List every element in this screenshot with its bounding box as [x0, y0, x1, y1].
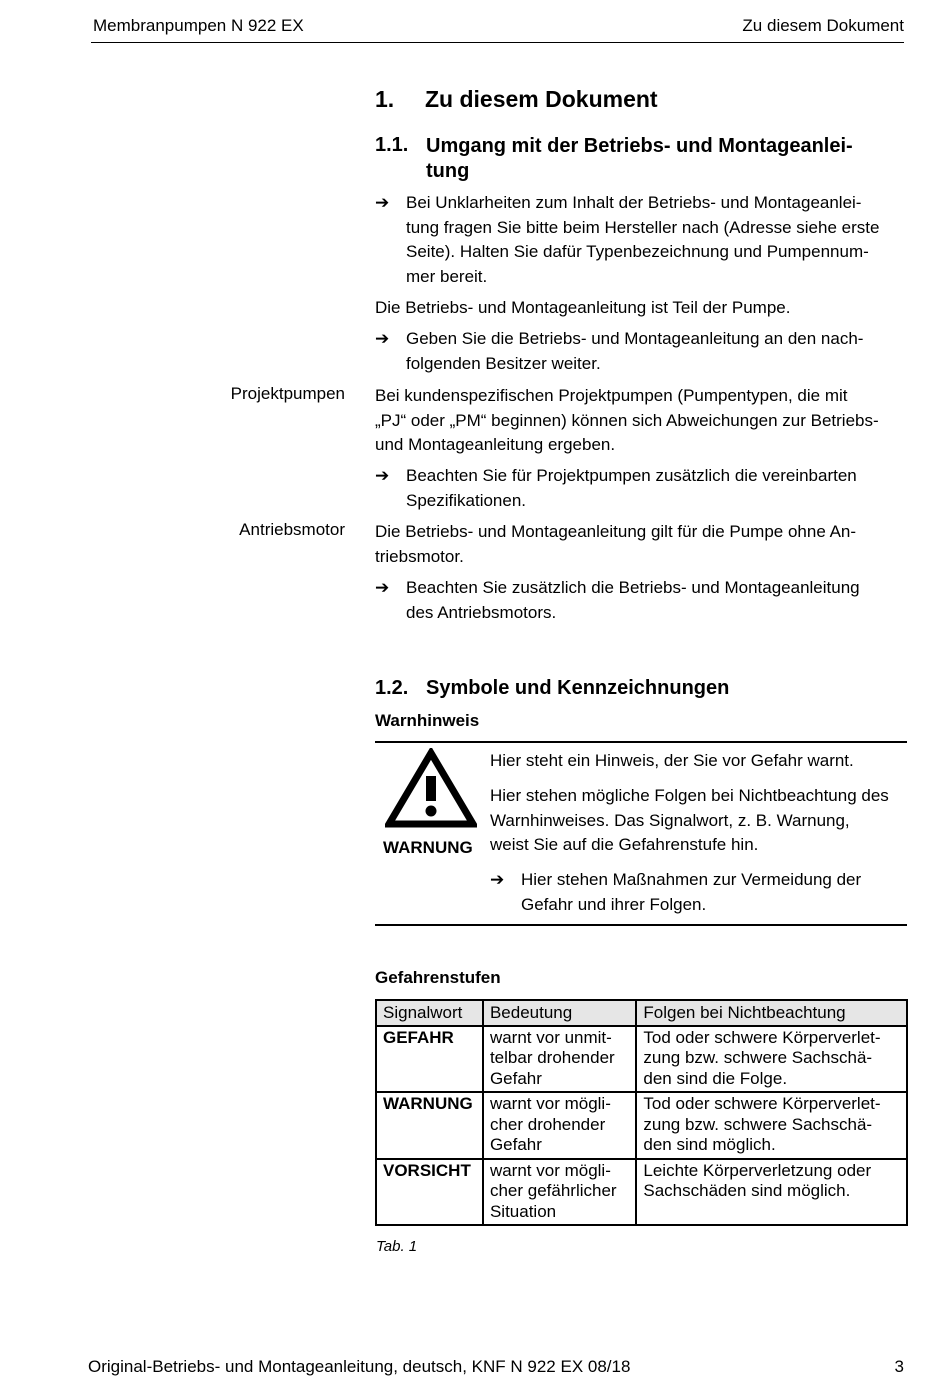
margin-label-projektpumpen: Projektpumpen — [230, 384, 345, 403]
bullet-antriebsmotor: ➔ Beachten Sie zusätzlich die Betriebs- und Montageanleitung des Antriebsmotors. — [375, 576, 910, 625]
table-row — [376, 1092, 907, 1159]
arrow-right-icon: ➔ — [375, 578, 390, 597]
paragraph-antriebsmotor: Die Betriebs- und Montageanleitung gilt für die Pumpe ohne An- triebsmotor. — [375, 522, 857, 566]
warning-signal-label: WARNUNG — [383, 838, 473, 857]
consequence-cell: Leichte Körperverletzung oder Sachschäden sind möglich. — [636, 1159, 907, 1226]
bullet-spezifikationen: ➔ Beachten Sie für Projektpumpen zusätzlich die vereinbarten Spezifikationen. — [375, 464, 910, 513]
warning-triangle-icon — [385, 748, 477, 828]
bullet-unklarheiten: ➔ Bei Unklarheiten zum Inhalt der Betriebs- und Montageanlei- tung fragen Sie bitte beim Hersteller nach (Adresse siehe erste Seite). Halten Sie dafür Typenbezeichnung und Pumpennum- mer bereit. — [375, 191, 910, 289]
signal-word-cell: GEFAHR — [376, 1026, 483, 1093]
warning-box-bottom-rule — [375, 924, 907, 926]
paragraph-projektpumpen: Bei kundenspezifischen Projektpumpen (Pumpentypen, die mit „PJ“ oder „PM“ beginnen) können sich Abweichungen zur Betriebs- und Montageanleitung ergeben. — [375, 386, 879, 454]
table-caption: Tab. 1 — [376, 1238, 418, 1255]
table-row — [376, 1026, 907, 1093]
section-1-1-title: Umgang mit der Betriebs- und Montageanlei- tung — [426, 135, 853, 182]
signal-word-cell: WARNUNG — [376, 1092, 483, 1159]
warning-consequences: Hier stehen mögliche Folgen bei Nichtbeachtung des Warnhinweises. Das Signalwort, z. B. Warnung, weist Sie auf die Gefahrenstufe hin. — [490, 786, 889, 854]
table-row — [376, 1159, 907, 1226]
footer-page-number: 3 — [894, 1357, 904, 1376]
section-1-title: Zu diesem Dokument — [425, 86, 658, 112]
table-header-row — [376, 1000, 907, 1026]
arrow-right-icon: ➔ — [490, 870, 505, 889]
danger-levels-table — [375, 999, 908, 1226]
section-1-1-number: 1.1. — [375, 134, 409, 156]
signal-word-cell: VORSICHT — [376, 1159, 483, 1226]
arrow-right-icon: ➔ — [375, 193, 390, 212]
header-title: Membranpumpen N 922 EX — [93, 16, 304, 35]
paragraph-teil-der-pumpe: Die Betriebs- und Montageanleitung ist Teil der Pumpe. — [375, 298, 791, 317]
header-section: Zu diesem Dokument — [742, 16, 904, 35]
meaning-cell: warnt vor mögli- cher gefährlicher Situation — [483, 1159, 636, 1226]
warning-box-top-rule — [375, 741, 907, 743]
warnhinweis-heading: Warnhinweis — [375, 711, 480, 730]
warning-measures-bullet: ➔ Hier stehen Maßnahmen zur Vermeidung der Gefahr und ihrer Folgen. — [490, 868, 910, 917]
header-divider — [91, 42, 904, 43]
meaning-cell: warnt vor mögli- cher drohender Gefahr — [483, 1092, 636, 1159]
section-1-number: 1. — [375, 86, 395, 112]
column-header-signalwort: Signalwort — [376, 1000, 483, 1026]
column-header-bedeutung: Bedeutung — [483, 1000, 636, 1026]
arrow-right-icon: ➔ — [375, 466, 390, 485]
consequence-cell: Tod oder schwere Körperverlet- zung bzw. schwere Sachschä- den sind möglich. — [636, 1092, 907, 1159]
section-1-2-title: Symbole und Kennzeichnungen — [426, 677, 730, 699]
bullet-weitergeben: ➔ Geben Sie die Betriebs- und Montageanleitung an den nach- folgenden Besitzer weiter. — [375, 327, 910, 376]
footer-document-info: Original-Betriebs- und Montageanleitung, deutsch, KNF N 922 EX 08/18 — [88, 1357, 631, 1376]
column-header-folgen: Folgen bei Nichtbeachtung — [636, 1000, 907, 1026]
margin-label-antriebsmotor: Antriebsmotor — [239, 520, 345, 539]
arrow-right-icon: ➔ — [375, 329, 390, 348]
consequence-cell: Tod oder schwere Körperverlet- zung bzw. schwere Sachschä- den sind die Folge. — [636, 1026, 907, 1093]
meaning-cell: warnt vor unmit- telbar drohender Gefahr — [483, 1026, 636, 1093]
warning-hint-line: Hier steht ein Hinweis, der Sie vor Gefahr warnt. — [490, 751, 854, 770]
section-1-2-number: 1.2. — [375, 677, 409, 699]
gefahrenstufen-heading: Gefahrenstufen — [375, 968, 501, 987]
